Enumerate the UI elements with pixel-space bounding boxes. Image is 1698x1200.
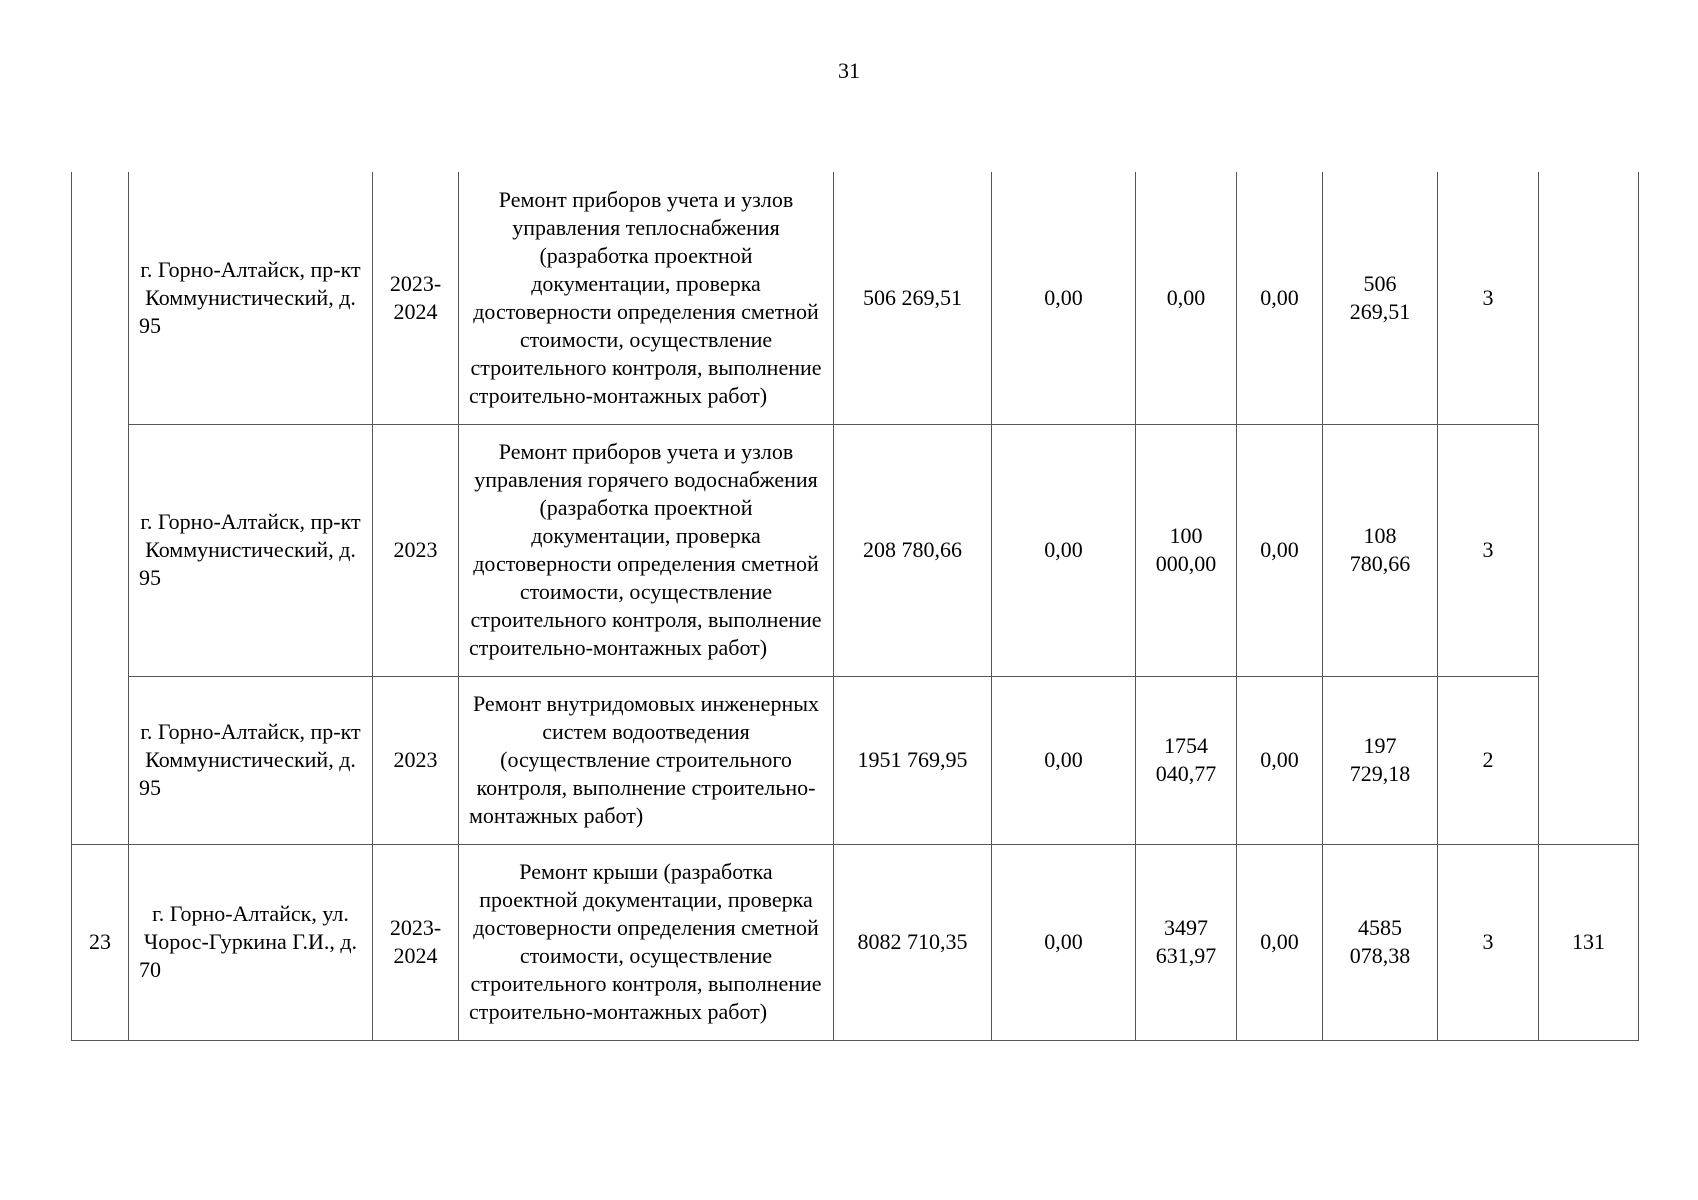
value-cell-a: 0,00: [992, 844, 1136, 1040]
value-cell-a: 0,00: [992, 172, 1136, 424]
work-description-cell: Ремонт внутридомовых инженерных систем водоотведения (осуществление строительного контроля, выполнение строительно-монтажных работ): [459, 676, 834, 844]
value-cell-a: 0,00: [992, 424, 1136, 676]
value-cell-e: 3: [1438, 424, 1539, 676]
total-cost-cell: 506 269,51: [834, 172, 992, 424]
value-cell-d: 108 780,66: [1323, 424, 1438, 676]
value-cell-c: 0,00: [1237, 844, 1323, 1040]
value-cell-b: 3497 631,97: [1136, 844, 1237, 1040]
value-cell-b: 100 000,00: [1136, 424, 1237, 676]
address-cell: г. Горно-Алтайск, пр-кт Коммунистический, д. 95: [129, 676, 373, 844]
value-cell-b: 1754 040,77: [1136, 676, 1237, 844]
capital-repair-table: [71, 172, 1639, 1041]
address-cell: г. Горно-Алтайск, пр-кт Коммунистический, д. 95: [129, 424, 373, 676]
total-cost-cell: 208 780,66: [834, 424, 992, 676]
value-cell-c: 0,00: [1237, 172, 1323, 424]
total-cost-cell: 8082 710,35: [834, 844, 992, 1040]
value-cell-a: 0,00: [992, 676, 1136, 844]
value-cell-c: 0,00: [1237, 424, 1323, 676]
value-cell-b: 0,00: [1136, 172, 1237, 424]
table-row: [72, 676, 1639, 844]
row-index-cell: [72, 172, 129, 844]
period-cell: 2023-2024: [373, 844, 459, 1040]
value-cell-c: 0,00: [1237, 676, 1323, 844]
address-cell: г. Горно-Алтайск, ул. Чорос-Гуркина Г.И., д. 70: [129, 844, 373, 1040]
table-row: [72, 424, 1639, 676]
period-cell: 2023-2024: [373, 172, 459, 424]
work-description-cell: Ремонт приборов учета и узлов управления горячего водоснабжения (разработка проектной документации, проверка достоверности определения сметной стоимости, осуществление строительного контроля, выполнение строительно-монтажных работ): [459, 424, 834, 676]
address-cell: г. Горно-Алтайск, пр-кт Коммунистический, д. 95: [129, 172, 373, 424]
row-index-cell: 23: [72, 844, 129, 1040]
value-cell-e: 2: [1438, 676, 1539, 844]
value-cell-f: [1539, 172, 1639, 844]
work-description-cell: Ремонт приборов учета и узлов управления теплоснабжения (разработка проектной документации, проверка достоверности определения сметной стоимости, осуществление строительного контроля, выполнение строительно-монтажных работ): [459, 172, 834, 424]
page-number: 31: [838, 58, 860, 83]
table-row: [72, 172, 1639, 424]
value-cell-f: 131: [1539, 844, 1639, 1040]
table-row: [72, 844, 1639, 1040]
period-cell: 2023: [373, 676, 459, 844]
value-cell-e: 3: [1438, 172, 1539, 424]
value-cell-e: 3: [1438, 844, 1539, 1040]
value-cell-d: 506 269,51: [1323, 172, 1438, 424]
value-cell-d: 197 729,18: [1323, 676, 1438, 844]
value-cell-d: 4585 078,38: [1323, 844, 1438, 1040]
total-cost-cell: 1951 769,95: [834, 676, 992, 844]
period-cell: 2023: [373, 424, 459, 676]
work-description-cell: Ремонт крыши (разработка проектной документации, проверка достоверности определения сметной стоимости, осуществление строительного контроля, выполнение строительно-монтажных работ): [459, 844, 834, 1040]
